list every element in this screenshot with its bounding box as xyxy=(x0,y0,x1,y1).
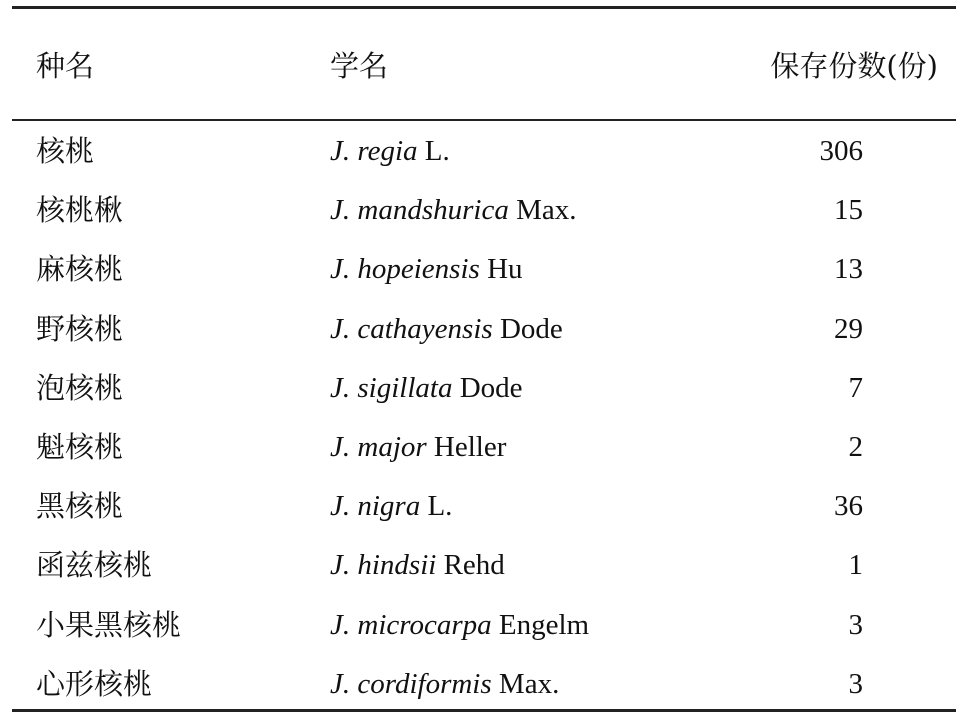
cell-count: 2 xyxy=(848,431,863,463)
header-common-name: 种名 xyxy=(36,49,95,83)
author-citation: Engelm xyxy=(498,609,590,641)
species-epithet: regia xyxy=(357,135,418,167)
genus-abbrev: J. xyxy=(330,135,351,167)
genus-abbrev: J. xyxy=(330,668,351,700)
header-scientific-name: 学名 xyxy=(330,49,389,83)
cell-count: 13 xyxy=(834,253,863,285)
genus-abbrev: J. xyxy=(330,609,351,641)
cell-scientific-name xyxy=(330,486,452,526)
author-citation: Heller xyxy=(433,431,507,463)
genus-abbrev: J. xyxy=(330,194,351,226)
cell-count: 36 xyxy=(834,490,863,522)
species-epithet: mandshurica xyxy=(357,194,509,226)
cell-common-name: 麻核桃 xyxy=(36,252,124,286)
header-count: 保存份数(份) xyxy=(770,49,938,83)
species-epithet: hopeiensis xyxy=(357,253,480,285)
species-epithet: hindsii xyxy=(357,549,437,581)
genus-abbrev: J. xyxy=(330,313,351,345)
cell-count: 7 xyxy=(848,372,863,404)
table-top-rule xyxy=(12,6,956,9)
author-citation: L. xyxy=(427,490,453,522)
genus-abbrev: J. xyxy=(330,253,351,285)
cell-scientific-name xyxy=(330,190,577,230)
author-citation: Max. xyxy=(516,194,577,226)
author-citation: Max. xyxy=(498,668,560,700)
cell-count: 3 xyxy=(848,609,863,641)
author-citation: L. xyxy=(424,135,450,167)
cell-common-name: 函兹核桃 xyxy=(36,548,153,582)
cell-count: 306 xyxy=(819,135,863,167)
author-citation: Hu xyxy=(487,253,523,285)
cell-scientific-name xyxy=(330,664,559,704)
genus-abbrev: J. xyxy=(330,372,351,404)
genus-abbrev: J. xyxy=(330,431,351,463)
cell-common-name: 核桃楸 xyxy=(36,193,124,227)
cell-scientific-name xyxy=(330,131,450,171)
cell-common-name: 核桃 xyxy=(36,134,95,168)
genus-abbrev: J. xyxy=(330,490,351,522)
cell-scientific-name xyxy=(330,368,523,408)
cell-count: 1 xyxy=(848,549,863,581)
species-epithet: cathayensis xyxy=(357,313,493,345)
species-epithet: cordiformis xyxy=(357,668,492,700)
cell-scientific-name xyxy=(330,249,523,289)
author-citation: Dode xyxy=(499,313,563,345)
author-citation: Rehd xyxy=(443,549,505,581)
genus-abbrev: J. xyxy=(330,549,351,581)
species-epithet: microcarpa xyxy=(357,609,492,641)
cell-count: 15 xyxy=(834,194,863,226)
species-epithet: major xyxy=(357,431,427,463)
author-citation: Dode xyxy=(459,372,523,404)
cell-scientific-name xyxy=(330,309,563,349)
cell-count: 29 xyxy=(834,313,863,345)
cell-common-name: 黑核桃 xyxy=(36,489,124,523)
table-header-rule xyxy=(12,119,956,121)
cell-common-name: 魁核桃 xyxy=(36,430,124,464)
cell-common-name: 心形核桃 xyxy=(36,667,153,701)
cell-common-name: 泡核桃 xyxy=(36,371,124,405)
cell-common-name: 小果黑核桃 xyxy=(36,608,182,642)
cell-scientific-name xyxy=(330,545,505,585)
cell-count: 3 xyxy=(848,668,863,700)
species-epithet: nigra xyxy=(357,490,421,522)
cell-common-name: 野核桃 xyxy=(36,312,124,346)
cell-scientific-name xyxy=(330,605,589,645)
species-epithet: sigillata xyxy=(357,372,453,404)
cell-scientific-name xyxy=(330,427,506,467)
table-bottom-rule xyxy=(12,709,956,712)
